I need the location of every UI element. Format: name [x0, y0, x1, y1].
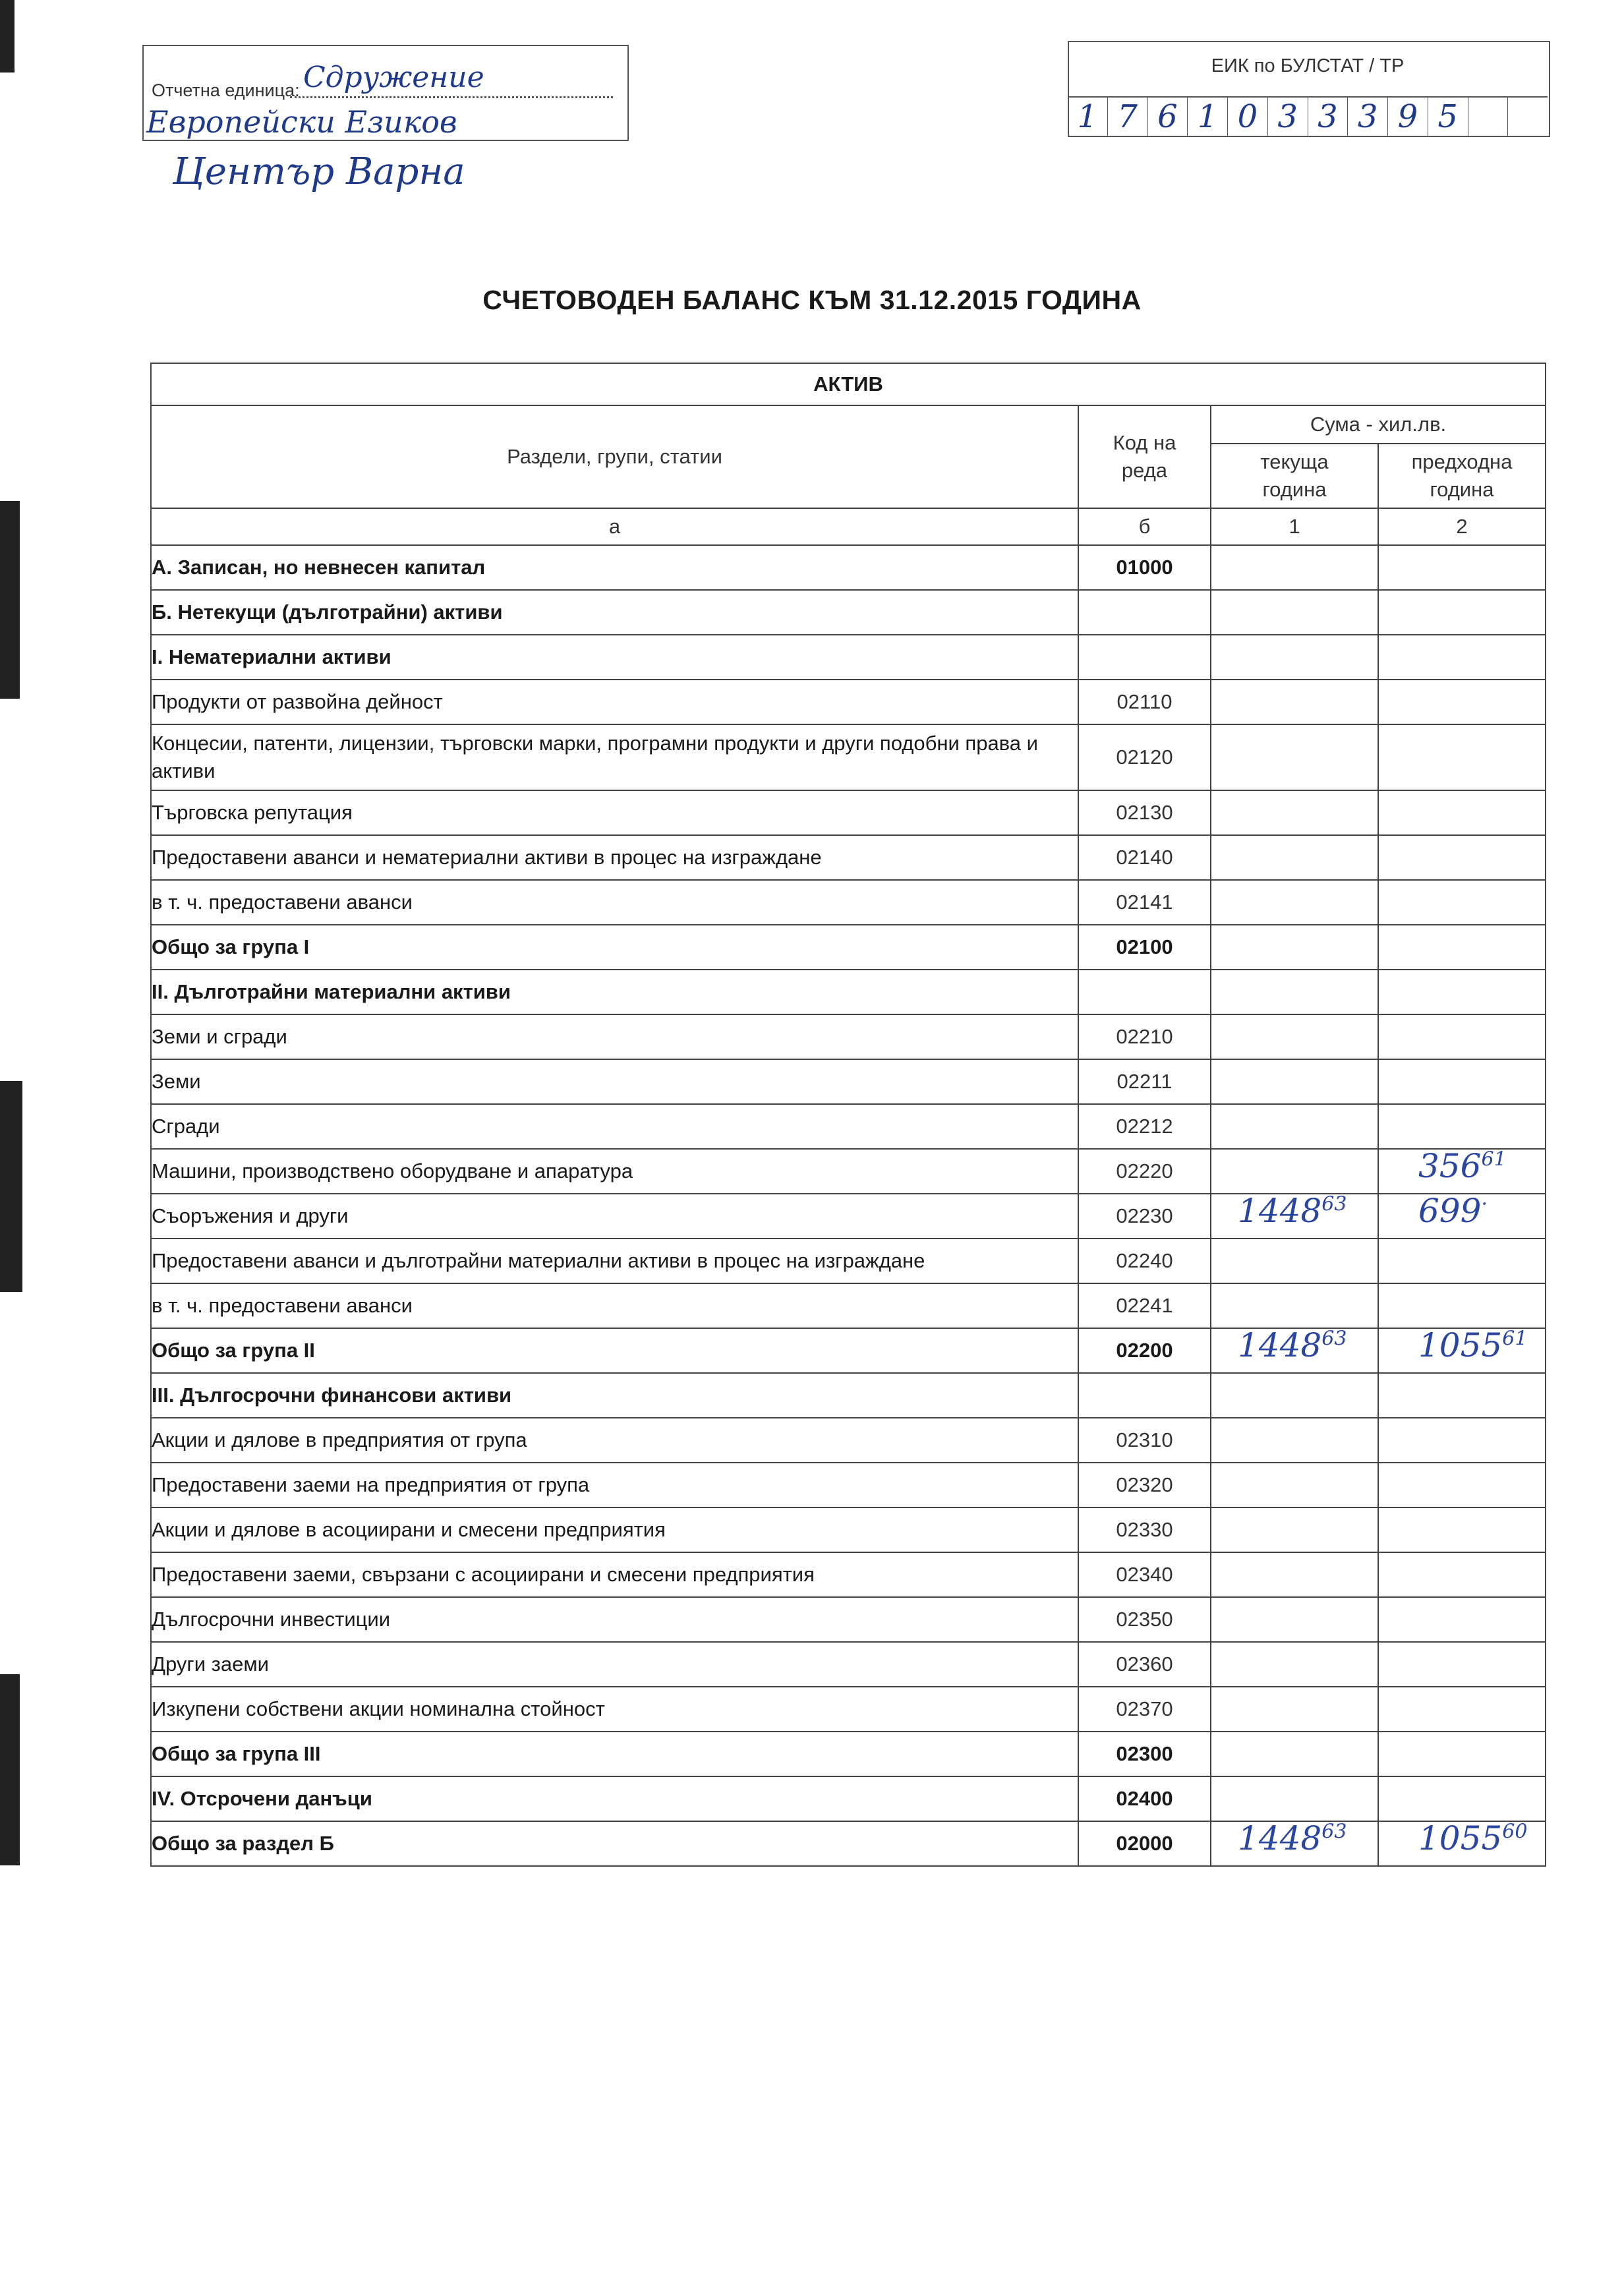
previous-year-value [1378, 925, 1546, 970]
current-year-value [1211, 1732, 1378, 1776]
row-label: Предоставени аванси и дълготрайни материални активи в процес на изграждане [151, 1239, 1078, 1283]
balance-sheet-table [150, 363, 1546, 1867]
row-label: Земи и сгради [151, 1014, 1078, 1059]
row-label: Общо за група II [151, 1328, 1078, 1373]
current-year-value-value: 1448 [1238, 1819, 1322, 1857]
current-year-value [1211, 1283, 1378, 1328]
row-label: Продукти от развойна дейност [151, 680, 1078, 724]
row-label: II. Дълготрайни материални активи [151, 970, 1078, 1014]
table-row [151, 1283, 1546, 1328]
previous-year-value [1378, 1597, 1546, 1642]
current-year-value [1211, 925, 1378, 970]
column-letters-row [151, 508, 1546, 545]
column-header-code: Код на реда [1078, 405, 1211, 508]
previous-year-value [1378, 545, 1546, 590]
row-label: Б. Нетекущи (дълготрайни) активи [151, 590, 1078, 635]
column-header-previous-year: предходна година [1378, 444, 1546, 508]
row-code: 02300 [1078, 1732, 1211, 1776]
previous-year-value [1378, 1014, 1546, 1059]
reporting-unit-dotted-line [290, 96, 613, 98]
previous-year-value [1378, 835, 1546, 880]
previous-year-value [1378, 1552, 1546, 1597]
current-year-value-decimals: 63 [1321, 1192, 1347, 1216]
table-row [151, 1059, 1546, 1104]
row-label: Машини, производствено оборудване и апаратура [151, 1149, 1078, 1194]
previous-year-value [1378, 970, 1546, 1014]
row-label: Търговска репутация [151, 790, 1078, 835]
previous-year-value [1378, 1463, 1546, 1507]
current-year-value [1211, 970, 1378, 1014]
eik-digit-cell: 1 [1188, 98, 1228, 136]
current-year-value-handwritten [1238, 1819, 1347, 1857]
previous-year-value [1378, 1373, 1546, 1418]
row-code: 02360 [1078, 1642, 1211, 1687]
row-label: Предоставени аванси и нематериални активи в процес на изграждане [151, 835, 1078, 880]
row-code: 02211 [1078, 1059, 1211, 1104]
table-row [151, 1328, 1546, 1373]
row-label: Общо за група III [151, 1732, 1078, 1776]
row-code: 02000 [1078, 1821, 1211, 1866]
current-year-value [1211, 880, 1378, 925]
current-year-value-decimals: 63 [1321, 1327, 1347, 1351]
table-row [151, 1776, 1546, 1821]
row-label: Концесии, патенти, лицензии, търговски марки, програмни продукти и други подобни права и активи [151, 724, 1078, 790]
previous-year-value [1378, 590, 1546, 635]
previous-year-value [1378, 790, 1546, 835]
row-code: 02370 [1078, 1687, 1211, 1732]
eik-digit-cell: 1 [1068, 98, 1108, 136]
previous-year-value [1378, 680, 1546, 724]
column-header-name: Раздели, групи, статии [151, 405, 1078, 508]
current-year-value [1211, 1687, 1378, 1732]
current-year-value-decimals: 63 [1321, 1820, 1347, 1844]
row-label: Сгради [151, 1104, 1078, 1149]
table-row [151, 1552, 1546, 1597]
row-code: 02320 [1078, 1463, 1211, 1507]
previous-year-value [1378, 1821, 1546, 1866]
column-header-sum: Сума - хил.лв. [1211, 405, 1546, 444]
current-year-value [1211, 1552, 1378, 1597]
eik-digit-cell: 3 [1268, 98, 1308, 136]
column-letter: б [1078, 508, 1211, 545]
previous-year-value [1378, 1149, 1546, 1194]
reporting-unit-handwritten-line-3: Център Варна [173, 150, 465, 193]
eik-digit-cells [1068, 96, 1548, 136]
current-year-value [1211, 724, 1378, 790]
column-letter: 2 [1378, 508, 1546, 545]
row-code: 02130 [1078, 790, 1211, 835]
row-code [1078, 590, 1211, 635]
previous-year-value [1378, 724, 1546, 790]
row-code: 02240 [1078, 1239, 1211, 1283]
column-header-current-year: текуща година [1211, 444, 1378, 508]
current-year-value [1211, 1463, 1378, 1507]
previous-year-value [1378, 1687, 1546, 1732]
table-row [151, 1687, 1546, 1732]
column-letter: 1 [1211, 508, 1378, 545]
row-code: 02400 [1078, 1776, 1211, 1821]
table-row [151, 1732, 1546, 1776]
previous-year-value-handwritten [1418, 1819, 1527, 1857]
row-code: 02200 [1078, 1328, 1211, 1373]
current-year-value [1211, 590, 1378, 635]
current-year-value [1211, 1418, 1378, 1463]
eik-digit-cell: 0 [1228, 98, 1268, 136]
table-row [151, 1239, 1546, 1283]
previous-year-value-value: 699 [1418, 1192, 1482, 1230]
previous-year-value [1378, 1194, 1546, 1239]
previous-year-value-value: 356 [1418, 1147, 1482, 1185]
table-row [151, 545, 1546, 590]
previous-year-value-handwritten [1418, 1192, 1488, 1230]
table-row [151, 1149, 1546, 1194]
row-code: 02241 [1078, 1283, 1211, 1328]
previous-year-value [1378, 1239, 1546, 1283]
previous-year-value [1378, 1418, 1546, 1463]
current-year-value [1211, 1821, 1378, 1866]
previous-year-value-value: 1055 [1418, 1326, 1503, 1364]
current-year-value-value: 1448 [1238, 1326, 1322, 1364]
current-year-value [1211, 1597, 1378, 1642]
row-code: 02140 [1078, 835, 1211, 880]
row-label: Общо за раздел Б [151, 1821, 1078, 1866]
row-label: Предоставени заеми на предприятия от група [151, 1463, 1078, 1507]
current-year-value [1211, 1507, 1378, 1552]
table-row [151, 1373, 1546, 1418]
eik-digit-cell: 6 [1148, 98, 1188, 136]
current-year-value [1211, 1239, 1378, 1283]
current-year-value [1211, 1014, 1378, 1059]
row-code: 02110 [1078, 680, 1211, 724]
row-code: 02350 [1078, 1597, 1211, 1642]
previous-year-value [1378, 1776, 1546, 1821]
row-label: I. Нематериални активи [151, 635, 1078, 680]
scan-edge-artifact [0, 1081, 22, 1292]
reporting-unit-label: Отчетна единица: [152, 80, 300, 100]
row-label: Изкупени собствени акции номинална стойност [151, 1687, 1078, 1732]
current-year-value [1211, 1059, 1378, 1104]
row-label: III. Дългосрочни финансови активи [151, 1373, 1078, 1418]
row-code: 02212 [1078, 1104, 1211, 1149]
row-code: 02340 [1078, 1552, 1211, 1597]
eik-digit-cell: 5 [1428, 98, 1468, 136]
current-year-value [1211, 680, 1378, 724]
row-label: Предоставени заеми, свързани с асоциирани и смесени предприятия [151, 1552, 1078, 1597]
row-code: 02220 [1078, 1149, 1211, 1194]
current-year-value [1211, 835, 1378, 880]
table-row [151, 970, 1546, 1014]
current-year-value [1211, 1373, 1378, 1418]
row-label: IV. Отсрочени данъци [151, 1776, 1078, 1821]
table-row [151, 1597, 1546, 1642]
row-label: Акции и дялове в предприятия от група [151, 1418, 1078, 1463]
scan-edge-artifact [0, 0, 14, 73]
table-row [151, 724, 1546, 790]
row-label: Други заеми [151, 1642, 1078, 1687]
column-letter: а [151, 508, 1078, 545]
row-label: Общо за група I [151, 925, 1078, 970]
previous-year-value-decimals: 60 [1502, 1820, 1528, 1844]
current-year-value [1211, 1149, 1378, 1194]
row-code [1078, 1373, 1211, 1418]
table-row [151, 790, 1546, 835]
document-title: СЧЕТОВОДЕН БАЛАНС КЪМ 31.12.2015 ГОДИНА [482, 285, 1142, 315]
previous-year-value [1378, 1059, 1546, 1104]
previous-year-value-decimals: 61 [1481, 1148, 1507, 1171]
balance-sheet-rows [151, 545, 1546, 1866]
scan-edge-artifact [0, 1674, 20, 1865]
eik-digit-cell [1468, 98, 1509, 136]
row-label: Съоръжения и други [151, 1194, 1078, 1239]
row-code: 02230 [1078, 1194, 1211, 1239]
eik-digit-cell: 3 [1348, 98, 1388, 136]
section-header: АКТИВ [151, 363, 1546, 405]
previous-year-value-value: 1055 [1418, 1819, 1503, 1857]
current-year-value-handwritten [1238, 1326, 1347, 1364]
row-code: 02330 [1078, 1507, 1211, 1552]
previous-year-value [1378, 1104, 1546, 1149]
previous-year-value-decimals: · [1481, 1192, 1488, 1216]
row-code: 02100 [1078, 925, 1211, 970]
table-row [151, 1463, 1546, 1507]
current-year-value [1211, 1194, 1378, 1239]
table-row [151, 590, 1546, 635]
previous-year-value [1378, 1328, 1546, 1373]
current-year-value-handwritten [1238, 1192, 1347, 1230]
row-code: 02141 [1078, 880, 1211, 925]
row-label: Земи [151, 1059, 1078, 1104]
previous-year-value [1378, 1507, 1546, 1552]
eik-digit-cell: 3 [1308, 98, 1348, 136]
table-row [151, 1507, 1546, 1552]
reporting-unit-handwritten-line-1: Сдружение [303, 61, 484, 94]
current-year-value [1211, 1328, 1378, 1373]
previous-year-value-handwritten [1418, 1147, 1507, 1185]
row-code: 02310 [1078, 1418, 1211, 1463]
table-row [151, 1194, 1546, 1239]
reporting-unit-handwritten-line-2: Европейски Езиков [146, 104, 457, 140]
previous-year-value [1378, 1642, 1546, 1687]
current-year-value [1211, 1104, 1378, 1149]
previous-year-value [1378, 880, 1546, 925]
row-code: 02210 [1078, 1014, 1211, 1059]
eik-digit-cell [1508, 98, 1548, 136]
table-row [151, 1821, 1546, 1866]
eik-label: ЕИК по БУЛСТАТ / ТР [1211, 55, 1405, 76]
table-row [151, 880, 1546, 925]
current-year-value [1211, 635, 1378, 680]
table-row [151, 680, 1546, 724]
eik-digit-cell: 7 [1108, 98, 1148, 136]
previous-year-value [1378, 1283, 1546, 1328]
current-year-value [1211, 545, 1378, 590]
row-label: в т. ч. предоставени аванси [151, 880, 1078, 925]
current-year-value [1211, 1642, 1378, 1687]
table-row [151, 1014, 1546, 1059]
row-label: Акции и дялове в асоциирани и смесени предприятия [151, 1507, 1078, 1552]
table-row [151, 925, 1546, 970]
previous-year-value-decimals: 61 [1502, 1327, 1528, 1351]
current-year-value [1211, 1776, 1378, 1821]
current-year-value [1211, 790, 1378, 835]
row-code [1078, 970, 1211, 1014]
current-year-value-value: 1448 [1238, 1192, 1322, 1230]
table-row [151, 1418, 1546, 1463]
eik-digit-cell: 9 [1388, 98, 1428, 136]
previous-year-value-handwritten [1418, 1326, 1527, 1364]
table-row [151, 1642, 1546, 1687]
row-label: в т. ч. предоставени аванси [151, 1283, 1078, 1328]
scan-edge-artifact [0, 501, 20, 699]
table-row [151, 1104, 1546, 1149]
previous-year-value [1378, 635, 1546, 680]
previous-year-value [1378, 1732, 1546, 1776]
table-row [151, 835, 1546, 880]
table-row [151, 635, 1546, 680]
row-code: 02120 [1078, 724, 1211, 790]
row-code [1078, 635, 1211, 680]
row-label: А. Записан, но невнесен капитал [151, 545, 1078, 590]
row-code: 01000 [1078, 545, 1211, 590]
row-label: Дългосрочни инвестиции [151, 1597, 1078, 1642]
